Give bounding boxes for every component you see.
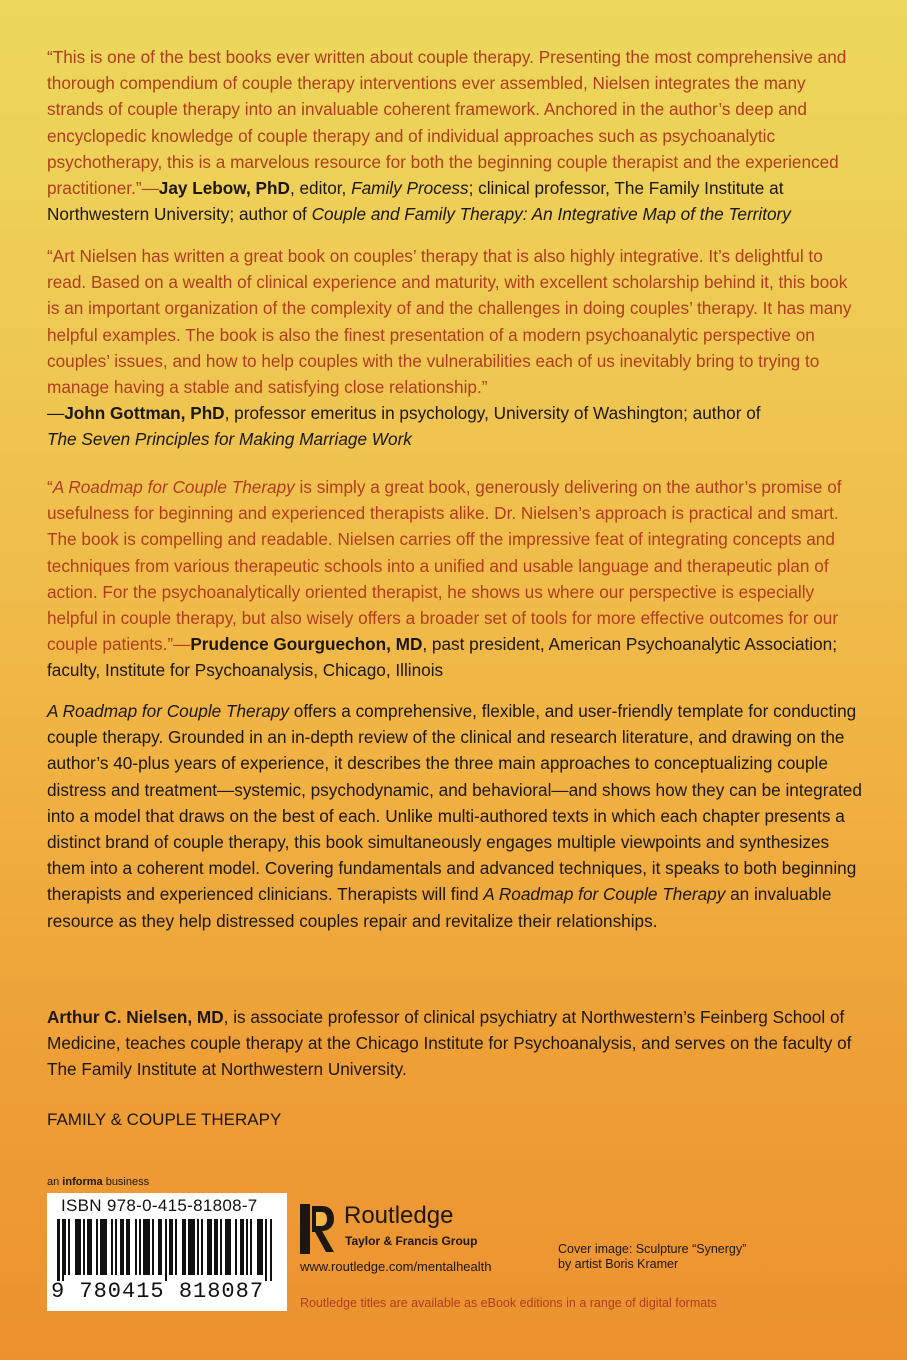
ebook-note: Routledge titles are available as eBook editions in a range of digital formats: [300, 1296, 717, 1310]
quote-open-mark: “: [47, 477, 53, 497]
journal-title: Family Process: [351, 178, 469, 199]
book-title: Couple and Family Therapy: An Integrative Map of the Territory: [311, 204, 791, 225]
quote-text: “Art Nielsen has written a great book on couples’ therapy that is also highly integrative. It’s delightful to read. Based on a wealth of clinical experience and maturity, with excellent scholarship behind it, this book is an important organization of the complexity of and the challenges in doing couples’ therapy. It has many helpful examples. The book is also the finest presentation of a modern psychoanalytic perspective on couples’ issues, and how to help couples with the vulnerabilities each of us inevitably bring to trying to manage having a stable and satisfying close relationship.”: [47, 246, 852, 398]
quote-affiliation: , professor emeritus in psychology, University of Washington; author of: [224, 403, 761, 424]
book-title: A Roadmap for Couple Therapy: [52, 477, 295, 497]
barcode-box: [47, 1193, 287, 1311]
quote-attribution-name: Jay Lebow, PhD: [158, 178, 290, 199]
barcode-digits: 9 780415 818087: [51, 1279, 265, 1304]
informa-brand: informa: [62, 1176, 103, 1188]
quote-affiliation-2: ; clinical professor, The Family Institute at Northwestern University; author of: [47, 178, 784, 225]
book-description: [47, 698, 862, 934]
book-title: A Roadmap for Couple Therapy: [47, 701, 290, 721]
author-bio-text: , is associate professor of clinical psychiatry at Northwestern’s Feinberg School of Medicine, teaches couple therapy at the Chicago Institute for Psychoanalysis, and serves on the faculty of The Family Institute at Northwestern University.: [47, 1007, 852, 1080]
subject-category: FAMILY & COUPLE THERAPY: [47, 1110, 282, 1129]
cover-credit-line-1: Cover image: Sculpture “Synergy”: [558, 1242, 747, 1256]
quote-text: is simply a great book, generously delivering on the author’s promise of usefulness for beginning and experienced therapists alike. Dr. Nielsen’s approach is practical and smart. The book is compelling and readable. Nielsen carries off the impressive feat of integrating concepts and techniques from various therapeutic schools into a unified and usable language and therapeutic plan of action. For the psychoanalytically oriented therapist, he shows us where our perspective is especially helpful in couple therapy, but also wisely offers a broader set of tools for more effective outcomes for our couple patients.”—: [47, 477, 842, 655]
book-title-2: A Roadmap for Couple Therapy: [483, 884, 726, 905]
quote-affiliation: , editor,: [289, 178, 352, 199]
informa-suffix: business: [102, 1176, 150, 1188]
publisher-name: Routledge: [344, 1202, 454, 1229]
quote-dash: —: [47, 403, 65, 424]
cover-credit: [558, 1242, 746, 1272]
publisher-url[interactable]: www.routledge.com/mentalhealth: [300, 1259, 492, 1274]
praise-quote-gottman: [47, 243, 862, 453]
description-text-1: offers a comprehensive, flexible, and user-friendly template for conducting couple therapy. Grounded in an in-depth review of the clinical and research literature, and drawing on the author’s 40-plus years of experience, it describes the three main approaches to conceptualizing couple distress and treatment—systemic, psychodynamic, and behavioral—and shows how they can be integrated into a model that draws on the best of each. Unlike multi-authored texts in which each chapter presents a distinct brand of couple therapy, this book simultaneously engages multiple viewpoints and synthesizes them into a coherent model. Covering fundamentals and advanced techniques, it speaks to both beginning therapists and experienced clinicians. Therapists will find: [47, 701, 862, 905]
praise-quote-gourguechon: [47, 474, 862, 684]
routledge-logo-icon: [300, 1204, 336, 1254]
author-bio: [47, 1004, 862, 1083]
informa-prefix: an: [47, 1176, 63, 1188]
quote-attribution-name: John Gottman, PhD: [64, 403, 225, 424]
book-title: The Seven Principles for Making Marriage Work: [47, 429, 412, 450]
publisher-group: Taylor & Francis Group: [345, 1234, 478, 1248]
informa-business-label: [47, 1176, 149, 1188]
cover-credit-line-2: by artist Boris Kramer: [558, 1257, 679, 1271]
praise-quote-lebow: [47, 44, 862, 227]
description-text-2: an invaluable resource as they help distressed couples repair and revitalize their relationships.: [47, 884, 832, 931]
author-name: Arthur C. Nielsen, MD: [47, 1007, 224, 1027]
quote-attribution-name: Prudence Gourguechon, MD: [190, 634, 423, 655]
quote-text: “This is one of the best books ever written about couple therapy. Presenting the most comprehensive and thorough compendium of couple therapy interventions ever assembled, Nielsen integrates the many strands of couple therapy into an invaluable coherent framework. Anchored in the author’s deep and encyclopedic knowledge of couple therapy and of individual approaches such as psychoanalytic psychotherapy, this is a marvelous resource for both the beginning couple therapist and the experienced practitioner.”—: [47, 47, 847, 199]
barcode: [57, 1219, 277, 1281]
isbn-label: ISBN 978-0-415-81808-7: [61, 1196, 258, 1215]
quote-affiliation: , past president, American Psychoanalytic Association; faculty, Institute for Psychoanalysis, Chicago, Illinois: [47, 634, 837, 681]
